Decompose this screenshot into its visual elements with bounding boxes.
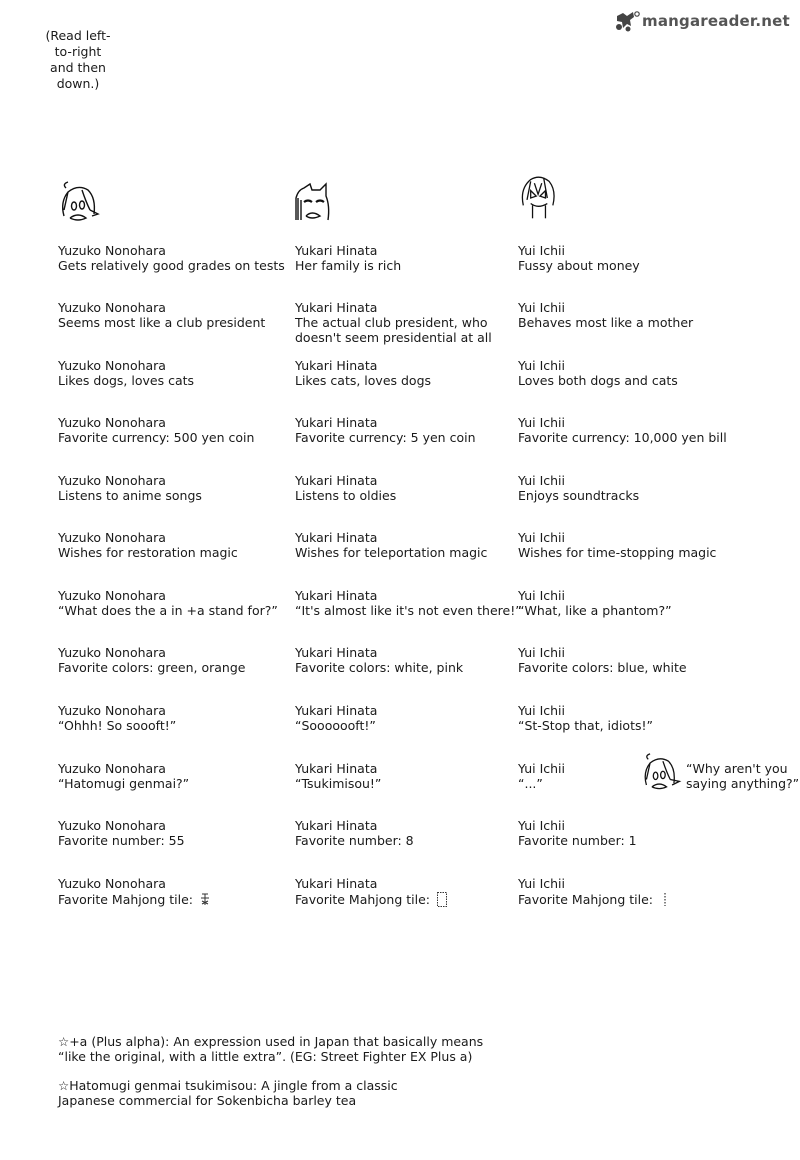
trait-text: Fussy about money	[518, 258, 640, 273]
character-name: Yuzuko Nonohara	[58, 530, 166, 545]
white-dragon-tile-icon	[436, 891, 448, 908]
trait-text: “...”	[518, 776, 543, 791]
profile-entry	[295, 818, 414, 848]
character-name: Yui Ichii	[518, 818, 565, 833]
character-name: Yuzuko Nonohara	[58, 818, 166, 833]
profile-entry	[295, 358, 431, 388]
profile-entry	[295, 703, 377, 733]
character-name: Yukari Hinata	[295, 300, 378, 315]
character-name: Yui Ichii	[518, 588, 565, 603]
character-name: Yui Ichii	[518, 761, 565, 776]
profile-entry	[295, 473, 396, 503]
profile-entry	[518, 761, 565, 791]
trait-text: Enjoys soundtracks	[518, 488, 640, 503]
character-name: Yukari Hinata	[295, 588, 378, 603]
profile-entry	[518, 473, 639, 503]
profile-entry	[295, 588, 522, 618]
one-bamboo-tile-icon	[659, 891, 671, 908]
trait-text: Gets relatively good grades on tests	[58, 258, 285, 273]
character-name: Yuzuko Nonohara	[58, 243, 166, 258]
profile-entry	[295, 645, 463, 675]
profile-entry	[58, 761, 189, 791]
trait-text: Likes cats, loves dogs	[295, 373, 432, 388]
trait-text: Loves both dogs and cats	[518, 373, 678, 388]
trait-text: Favorite Mahjong tile:	[58, 892, 193, 907]
trait-text: Favorite currency: 10,000 yen bill	[518, 430, 727, 445]
character-name: Yui Ichii	[518, 415, 565, 430]
character-name: Yuzuko Nonohara	[58, 415, 166, 430]
character-name: Yuzuko Nonohara	[58, 703, 166, 718]
footnote-plus-alpha: ☆+a (Plus alpha): An expression used in Japan that basically means “like the original, with a little extra”. (EG: Street Fighter EX Plus a)	[58, 1034, 484, 1064]
profile-entry	[295, 243, 401, 273]
trait-text: Wishes for time-stopping magic	[518, 545, 717, 560]
side-comment-text: “Why aren't you saying anything?”	[686, 761, 800, 791]
trait-text: “What, like a phantom?”	[518, 603, 672, 618]
profile-entry	[295, 761, 381, 791]
profile-entry	[295, 876, 448, 908]
profile-entry	[518, 703, 653, 733]
character-name: Yuzuko Nonohara	[58, 876, 166, 891]
character-name: Yui Ichii	[518, 876, 565, 891]
trait-text: “Ohhh! So soooft!”	[58, 718, 177, 733]
trait-text: “Hatomugi genmai?”	[58, 776, 190, 791]
character-name: Yui Ichii	[518, 473, 565, 488]
profile-entry	[518, 645, 687, 675]
character-name: Yuzuko Nonohara	[58, 588, 166, 603]
trait-text: Favorite currency: 5 yen coin	[295, 430, 476, 445]
trait-text: Seems most like a club president	[58, 315, 266, 330]
character-name: Yui Ichii	[518, 703, 565, 718]
mangareader-logo-icon	[614, 10, 640, 32]
character-name: Yukari Hinata	[295, 473, 378, 488]
yuzuko-face-icon	[638, 752, 686, 796]
profile-entry	[58, 818, 185, 848]
footnotes	[58, 1034, 483, 1122]
character-name: Yukari Hinata	[295, 415, 378, 430]
character-name: Yui Ichii	[518, 358, 565, 373]
trait-text: Listens to oldies	[295, 488, 397, 503]
character-name: Yukari Hinata	[295, 703, 378, 718]
profile-entry	[58, 300, 265, 330]
watermark	[614, 10, 790, 32]
trait-text: Listens to anime songs	[58, 488, 202, 503]
character-name: Yuzuko Nonohara	[58, 645, 166, 660]
character-name: Yuzuko Nonohara	[58, 473, 166, 488]
side-comment-speaker	[638, 752, 686, 796]
trait-text: “Sooooooft!”	[295, 718, 376, 733]
trait-text: “St-Stop that, idiots!”	[518, 718, 653, 733]
footnote-hatomugi: ☆Hatomugi genmai tsukimisou: A jingle from a classic Japanese commercial for Sokenbicha barley tea	[58, 1078, 398, 1108]
yuzuko-face-icon	[56, 180, 106, 228]
trait-text: Wishes for restoration magic	[58, 545, 238, 560]
trait-text: Favorite Mahjong tile:	[518, 892, 653, 907]
trait-text: Favorite colors: blue, white	[518, 660, 687, 675]
profile-entry	[518, 876, 671, 908]
trait-text: Her family is rich	[295, 258, 402, 273]
character-name: Yuzuko Nonohara	[58, 358, 166, 373]
character-name: Yukari Hinata	[295, 761, 378, 776]
character-name: Yuzuko Nonohara	[58, 761, 166, 776]
profile-entry	[518, 818, 637, 848]
profile-entry	[58, 703, 176, 733]
profile-entry	[58, 415, 254, 445]
yukari-face-icon	[288, 180, 338, 228]
character-name: Yui Ichii	[518, 530, 565, 545]
character-name: Yui Ichii	[518, 243, 565, 258]
reading-note: (Read left-to-right and then down.)	[45, 28, 111, 91]
green-dragon-tile-icon	[199, 891, 211, 908]
trait-text: Favorite Mahjong tile:	[295, 892, 430, 907]
trait-text: “What does the a in +a stand for?”	[58, 603, 278, 618]
profile-entry	[58, 588, 278, 618]
trait-text: Behaves most like a mother	[518, 315, 694, 330]
trait-text: Wishes for teleportation magic	[295, 545, 488, 560]
profile-entry	[58, 645, 245, 675]
profile-entry	[295, 300, 492, 345]
character-name: Yukari Hinata	[295, 243, 378, 258]
character-name: Yuzuko Nonohara	[58, 300, 166, 315]
trait-text: Favorite colors: green, orange	[58, 660, 246, 675]
yui-face-icon	[514, 174, 564, 222]
trait-text: Favorite number: 1	[518, 833, 637, 848]
trait-text: “Tsukimisou!”	[295, 776, 382, 791]
profile-entry	[58, 876, 211, 908]
trait-text: Favorite number: 8	[295, 833, 414, 848]
profile-entry	[295, 530, 487, 560]
profile-entry	[295, 415, 476, 445]
trait-text: Favorite colors: white, pink	[295, 660, 464, 675]
trait-text: Likes dogs, loves cats	[58, 373, 195, 388]
trait-text: Favorite currency: 500 yen coin	[58, 430, 255, 445]
profile-entry	[518, 358, 678, 388]
character-name: Yukari Hinata	[295, 876, 378, 891]
profile-entry	[58, 530, 238, 560]
character-name: Yukari Hinata	[295, 358, 378, 373]
profile-entry	[58, 243, 285, 273]
character-name: Yui Ichii	[518, 300, 565, 315]
profile-entry	[518, 300, 693, 330]
profile-entry	[58, 358, 194, 388]
character-name: Yukari Hinata	[295, 818, 378, 833]
character-name: Yukari Hinata	[295, 530, 378, 545]
profile-entry	[518, 588, 672, 618]
profile-entry	[518, 530, 716, 560]
character-name: Yui Ichii	[518, 645, 565, 660]
profile-entry	[518, 243, 640, 273]
trait-text: “It's almost like it's not even there!”	[295, 603, 522, 618]
profile-entry	[518, 415, 727, 445]
trait-text: Favorite number: 55	[58, 833, 185, 848]
watermark-text: mangareader.net	[642, 12, 790, 30]
trait-text: The actual club president, who doesn't seem presidential at all	[295, 315, 492, 345]
character-name: Yukari Hinata	[295, 645, 378, 660]
profile-entry	[58, 473, 202, 503]
